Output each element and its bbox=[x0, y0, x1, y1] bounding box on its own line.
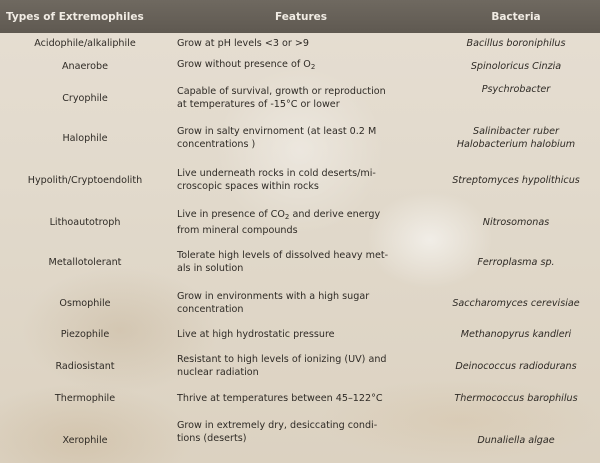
bacteria-cell: Nitrosomonas bbox=[482, 216, 550, 228]
table-row bbox=[0, 80, 600, 116]
table-row bbox=[0, 244, 600, 280]
feature-cell bbox=[170, 58, 432, 74]
feature-cell bbox=[170, 353, 432, 379]
type-cell: Radiosistant bbox=[55, 360, 115, 372]
type-cell: Osmophile bbox=[59, 297, 111, 309]
type-cell: Hypolith/Cryptoendolith bbox=[27, 174, 143, 186]
bacteria-cell: Psychrobacter bbox=[481, 84, 551, 95]
header-types: Types of Extremophiles bbox=[6, 10, 144, 23]
type-cell: Piezophile bbox=[60, 328, 110, 340]
bacteria-cell bbox=[432, 125, 600, 151]
feature-line: tions (deserts) bbox=[177, 433, 247, 444]
feature-cell bbox=[170, 419, 432, 445]
bacteria-cell: Deinococcus radiodurans bbox=[455, 360, 577, 372]
feature-line: nuclear radiation bbox=[177, 367, 259, 378]
bacteria-cell: Ferroplasma sp. bbox=[477, 256, 555, 268]
table-header bbox=[0, 0, 600, 33]
feature-line: from mineral compounds bbox=[177, 224, 298, 236]
feature-cell: Live at high hydrostatic pressure bbox=[177, 328, 335, 340]
feature-text: and derive energy bbox=[289, 208, 381, 220]
table-row bbox=[0, 389, 600, 407]
table-row bbox=[0, 162, 600, 198]
bacteria-cell: Saccharomyces cerevisiae bbox=[452, 297, 580, 309]
table-row bbox=[0, 285, 600, 321]
type-cell: Metallotolerant bbox=[48, 256, 122, 268]
feature-line: Grow in salty envirnoment (at least 0.2 M bbox=[177, 126, 377, 137]
feature-line: Grow in extremely dry, desiccating condi- bbox=[177, 420, 378, 431]
subscript: 2 bbox=[310, 63, 316, 71]
bacteria-line: Salinibacter ruber bbox=[473, 126, 559, 137]
feature-cell bbox=[170, 208, 432, 237]
feature-text: Grow without presence of O bbox=[177, 59, 311, 70]
feature-line: croscopic spaces within rocks bbox=[177, 181, 319, 192]
feature-line: Capable of survival, growth or reproduction bbox=[177, 86, 386, 97]
feature-line: concentration bbox=[177, 304, 244, 315]
feature-cell: Grow at pH levels <3 or >9 bbox=[177, 37, 310, 49]
type-cell: Cryophile bbox=[62, 92, 108, 104]
feature-cell bbox=[170, 249, 432, 275]
feature-cell bbox=[170, 85, 432, 111]
feature-line: concentrations ) bbox=[177, 139, 256, 150]
header-features: Features bbox=[275, 10, 327, 23]
feature-line: Grow in environments with a high sugar bbox=[177, 291, 370, 302]
feature-cell bbox=[170, 167, 432, 193]
type-cell: Anaerobe bbox=[61, 60, 109, 72]
bacteria-cell: Streptomyces hypolithicus bbox=[452, 174, 580, 186]
type-cell: Xerophile bbox=[62, 435, 108, 446]
table-row bbox=[0, 325, 600, 343]
table-row bbox=[0, 120, 600, 156]
bacteria-cell: Spinoloricus Cinzia bbox=[470, 60, 562, 72]
bacteria-cell: Thermococcus barophilus bbox=[454, 392, 578, 404]
table-row bbox=[0, 204, 600, 240]
bacteria-line: Halobacterium halobium bbox=[456, 139, 576, 150]
table-row bbox=[0, 414, 600, 450]
type-cell: Halophile bbox=[62, 132, 108, 144]
feature-cell: Thrive at temperatures between 45–122°C bbox=[177, 392, 383, 404]
feature-cell bbox=[170, 290, 432, 316]
bacteria-cell: Dunaliella algae bbox=[477, 435, 555, 446]
bacteria-cell: Bacillus boroniphilus bbox=[466, 37, 566, 49]
feature-line: Resistant to high levels of ionizing (UV) and bbox=[177, 354, 387, 365]
type-cell: Thermophile bbox=[54, 392, 116, 404]
table-row bbox=[0, 348, 600, 384]
table-row bbox=[0, 56, 600, 76]
feature-line bbox=[177, 208, 426, 224]
feature-line: Tolerate high levels of dissolved heavy met- bbox=[177, 250, 389, 261]
feature-line: Live underneath rocks in cold deserts/mi- bbox=[177, 168, 376, 179]
bacteria-cell: Methanopyrus kandleri bbox=[460, 328, 572, 340]
header-bacteria: Bacteria bbox=[491, 10, 541, 23]
type-cell: Lithoautotroph bbox=[49, 216, 121, 228]
feature-cell bbox=[170, 125, 432, 151]
table-row bbox=[0, 34, 600, 52]
subscript: 2 bbox=[284, 212, 290, 221]
feature-line: at temperatures of -15°C or lower bbox=[177, 99, 340, 110]
type-cell: Acidophile/alkaliphile bbox=[34, 37, 136, 49]
feature-text: Live in presence of CO bbox=[177, 208, 285, 220]
feature-line: als in solution bbox=[177, 263, 244, 274]
